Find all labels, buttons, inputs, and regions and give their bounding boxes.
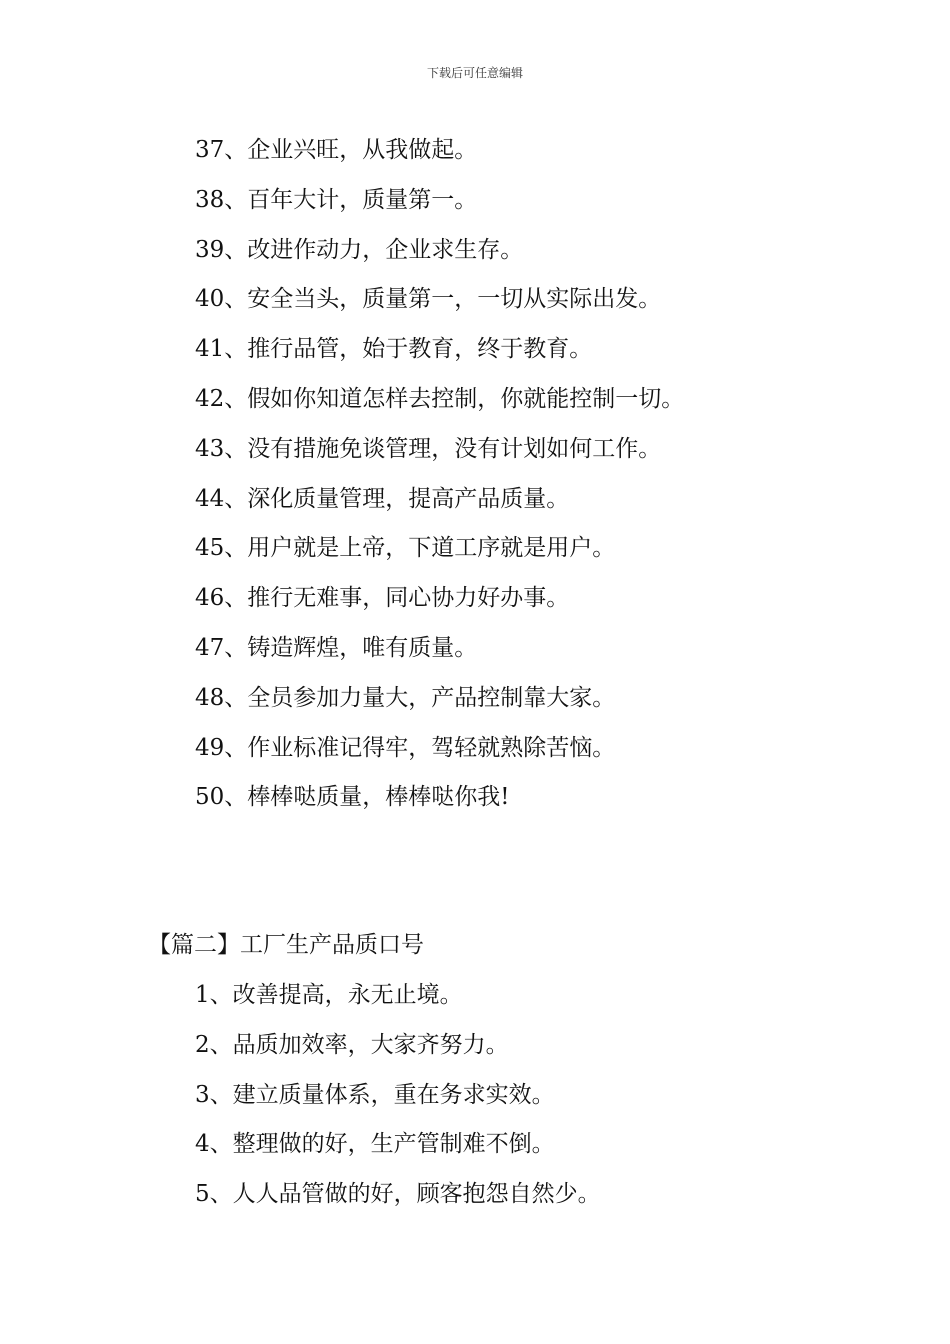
list-item: 48、全员参加力量大，产品控制靠大家。	[195, 684, 616, 711]
list-item: 42、假如你知道怎样去控制，你就能控制一切。	[195, 385, 685, 412]
list-item: 44、深化质量管理，提高产品质量。	[195, 485, 570, 512]
header-note: 下载后可任意编辑	[426, 66, 523, 80]
slogan-list-part1	[195, 130, 684, 827]
list-item: 40、安全当头，质量第一，一切从实际出发。	[195, 286, 662, 313]
list-item: 2、品质加效率，大家齐努力。	[195, 1031, 509, 1058]
list-item: 49、作业标准记得牢，驾轻就熟除苦恼。	[195, 734, 616, 761]
list-item: 38、百年大计，质量第一。	[195, 186, 478, 213]
section-title: 【篇二】工厂生产品质口号	[148, 932, 424, 958]
list-item: 50、棒棒哒质量，棒棒哒你我!	[195, 784, 510, 811]
list-item: 45、用户就是上帝，下道工序就是用户。	[195, 535, 616, 562]
list-item: 5、人人品管做的好，顾客抱怨自然少。	[195, 1181, 601, 1208]
list-item: 47、铸造辉煌，唯有质量。	[195, 634, 478, 661]
list-item: 4、整理做的好，生产管制难不倒。	[195, 1131, 555, 1158]
list-item: 39、改进作动力，企业求生存。	[195, 236, 524, 263]
list-item: 46、推行无难事，同心协力好办事。	[195, 585, 570, 612]
list-item: 1、改善提高，永无止境。	[195, 982, 463, 1008]
slogan-list-part2	[195, 975, 601, 1224]
list-item: 37、企业兴旺，从我做起。	[195, 137, 478, 163]
list-item: 41、推行品管，始于教育，终于教育。	[195, 336, 593, 363]
list-item: 3、建立质量体系，重在务求实效。	[195, 1081, 555, 1108]
list-item: 43、没有措施免谈管理，没有计划如何工作。	[195, 435, 662, 462]
